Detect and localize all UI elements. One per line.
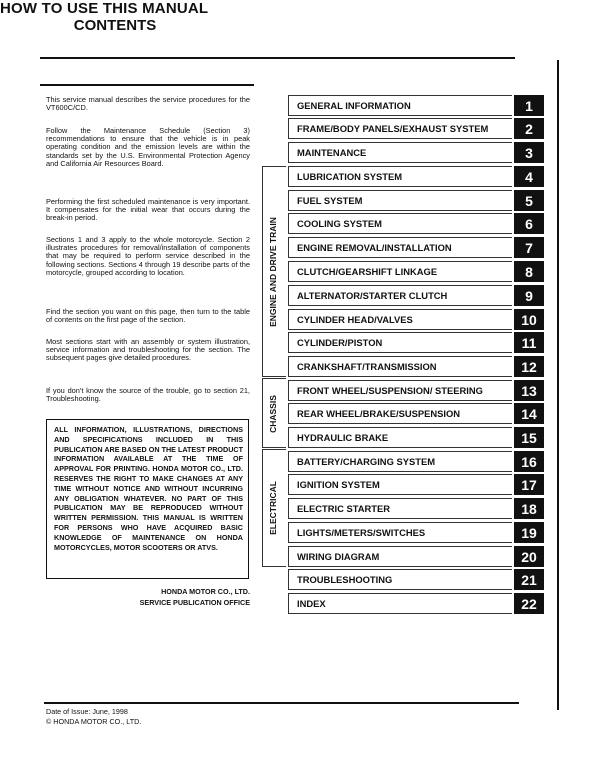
toc-label: ELECTRIC STARTER xyxy=(297,503,391,514)
toc-row-fuel-system[interactable] xyxy=(288,190,544,211)
toc-label: LIGHTS/METERS/SWITCHES xyxy=(297,527,426,538)
toc-number: 19 xyxy=(514,522,544,543)
toc-number: 6 xyxy=(514,213,544,234)
toc-number: 8 xyxy=(514,261,544,282)
bottom-rule xyxy=(44,702,519,704)
toc-label: HYDRAULIC BRAKE xyxy=(297,432,389,443)
toc-number: 22 xyxy=(514,593,544,614)
toc-row-front-wheel-suspension[interactable] xyxy=(288,380,544,401)
toc-label: FRAME/BODY PANELS/EXHAUST SYSTEM xyxy=(297,123,489,134)
intro-paragraph: Follow the Maintenance Schedule (Section 3) recommendations to ensure that the vehicle is in peak operating condition and the emission levels are within the standards set by the U.S. Environmental Protection Agency and California Air Resources Board. xyxy=(46,126,250,168)
toc-row-electric-starter[interactable] xyxy=(288,498,544,519)
toc-label: FRONT WHEEL/SUSPENSION/ STEERING xyxy=(297,385,483,396)
toc-row-lights-meters-switches[interactable] xyxy=(288,522,544,543)
toc-number: 10 xyxy=(514,309,544,330)
toc-number: 14 xyxy=(514,403,544,424)
toc-number: 17 xyxy=(514,474,544,495)
toc-row-lubrication-system[interactable] xyxy=(288,166,544,187)
toc-label: ENGINE REMOVAL/INSTALLATION xyxy=(297,242,452,253)
left-title-rule xyxy=(40,84,254,86)
toc-row-cooling-system[interactable] xyxy=(288,213,544,234)
intro-paragraph: Performing the first scheduled maintenance is very important. It compensates for the initial wear that occurs during the break-in period. xyxy=(46,197,250,223)
legal-notice-box xyxy=(46,419,249,579)
publisher-name: HONDA MOTOR CO., LTD. xyxy=(161,587,250,596)
toc-number: 15 xyxy=(514,427,544,448)
toc-row-ignition-system[interactable] xyxy=(288,474,544,495)
toc-row-alternator-starter-clutch[interactable] xyxy=(288,285,544,306)
issue-date: Date of Issue: June, 1998 xyxy=(46,707,128,716)
intro-paragraph: If you don't know the source of the trouble, go to section 21, Troubleshooting. xyxy=(46,386,250,404)
toc-label: IGNITION SYSTEM xyxy=(297,479,380,490)
toc-row-maintenance[interactable] xyxy=(288,142,544,163)
toc-number: 11 xyxy=(514,332,544,353)
right-edge-rule xyxy=(557,60,559,710)
intro-paragraph: Sections 1 and 3 apply to the whole motorcycle. Section 2 illustrates procedures for removal/installation of components that may be required to perform service described in the following sections. Sections 4 through 19 describe parts of the motorcycle, grouped according to location. xyxy=(46,235,250,277)
toc-row-cylinder-head-valves[interactable] xyxy=(288,309,544,330)
toc-row-battery-charging[interactable] xyxy=(288,451,544,472)
toc-number: 1 xyxy=(514,95,544,116)
toc-row-wiring-diagram[interactable] xyxy=(288,546,544,567)
top-rule xyxy=(40,57,515,59)
toc-row-rear-wheel-brake[interactable] xyxy=(288,403,544,424)
toc-label: CYLINDER HEAD/VALVES xyxy=(297,314,413,325)
toc-label: INDEX xyxy=(297,598,326,609)
toc-label: BATTERY/CHARGING SYSTEM xyxy=(297,456,436,467)
contents-title: CONTENTS xyxy=(73,17,157,34)
toc-label: FUEL SYSTEM xyxy=(297,195,363,206)
page-title: HOW TO USE THIS MANUAL xyxy=(0,0,209,17)
toc-number: 13 xyxy=(514,380,544,401)
toc-label: MAINTENANCE xyxy=(297,147,367,158)
toc-row-general-information[interactable] xyxy=(288,95,544,116)
toc-label: COOLING SYSTEM xyxy=(297,218,382,229)
section-label-engine: ENGINE AND DRIVE TRAIN xyxy=(268,217,278,327)
toc-number: 12 xyxy=(514,356,544,377)
toc-label: CLUTCH/GEARSHIFT LINKAGE xyxy=(297,266,438,277)
toc-label: LUBRICATION SYSTEM xyxy=(297,171,403,182)
toc-row-troubleshooting[interactable] xyxy=(288,569,544,590)
toc-number: 21 xyxy=(514,569,544,590)
toc-number: 3 xyxy=(514,142,544,163)
intro-paragraph: Find the section you want on this page, then turn to the table of contents on the first page of the section. xyxy=(46,307,250,325)
toc-label: ALTERNATOR/STARTER CLUTCH xyxy=(297,290,448,301)
publisher-office: SERVICE PUBLICATION OFFICE xyxy=(139,598,250,607)
intro-paragraph: Most sections start with an assembly or system illustration, service information and troubleshooting for the section. The subsequent pages give detailed procedures. xyxy=(46,337,250,363)
toc-number: 9 xyxy=(514,285,544,306)
toc-row-cylinder-piston[interactable] xyxy=(288,332,544,353)
toc-row-engine-removal[interactable] xyxy=(288,237,544,258)
legal-notice-text: ALL INFORMATION, ILLUSTRATIONS, DIRECTIONS AND SPECIFICATIONS INCLUDED IN THIS PUBLICATION ARE BASED ON THE LATEST PRODUCT INFORMATION AVAILABLE AT THE TIME OF APPROVAL FOR PRINTING. HONDA MOTOR CO., LTD. RESERVES THE RIGHT TO MAKE CHANGES AT ANY TIME WITHOUT NOTICE AND WITHOUT INCURRING ANY OBLIGATION WHATEVER. NO PART OF THIS PUBLICATION MAY BE REPRODUCED WITHOUT WRITTEN PERMISSION. THIS MANUAL IS WRITTEN FOR PERSONS WHO HAVE ACQUIRED BASIC KNOWLEDGE OF MAINTENANCE ON HONDA MOTORCYCLES, MOTOR SCOOTERS OR ATVS. xyxy=(54,425,243,552)
toc-label: GENERAL INFORMATION xyxy=(297,100,411,111)
toc-number: 20 xyxy=(514,546,544,567)
copyright: © HONDA MOTOR CO., LTD. xyxy=(46,717,142,726)
toc-row-index[interactable] xyxy=(288,593,544,614)
section-label-electrical: ELECTRICAL xyxy=(268,481,278,535)
toc-label: REAR WHEEL/BRAKE/SUSPENSION xyxy=(297,408,461,419)
toc-row-hydraulic-brake[interactable] xyxy=(288,427,544,448)
toc-row-clutch-gearshift[interactable] xyxy=(288,261,544,282)
toc-label: WIRING DIAGRAM xyxy=(297,551,380,562)
toc-number: 18 xyxy=(514,498,544,519)
toc-label: CYLINDER/PISTON xyxy=(297,337,383,348)
toc-number: 2 xyxy=(514,118,544,139)
toc-label: CRANKSHAFT/TRANSMISSION xyxy=(297,361,437,372)
toc-number: 16 xyxy=(514,451,544,472)
toc-row-frame-body-panels[interactable] xyxy=(288,118,544,139)
intro-paragraph: This service manual describes the service procedures for the VT600C/CD. xyxy=(46,95,250,113)
section-label-chassis: CHASSIS xyxy=(268,395,278,433)
toc-number: 5 xyxy=(514,190,544,211)
toc-number: 4 xyxy=(514,166,544,187)
toc-number: 7 xyxy=(514,237,544,258)
toc-label: TROUBLESHOOTING xyxy=(297,574,393,585)
toc-row-crankshaft-transmission[interactable] xyxy=(288,356,544,377)
